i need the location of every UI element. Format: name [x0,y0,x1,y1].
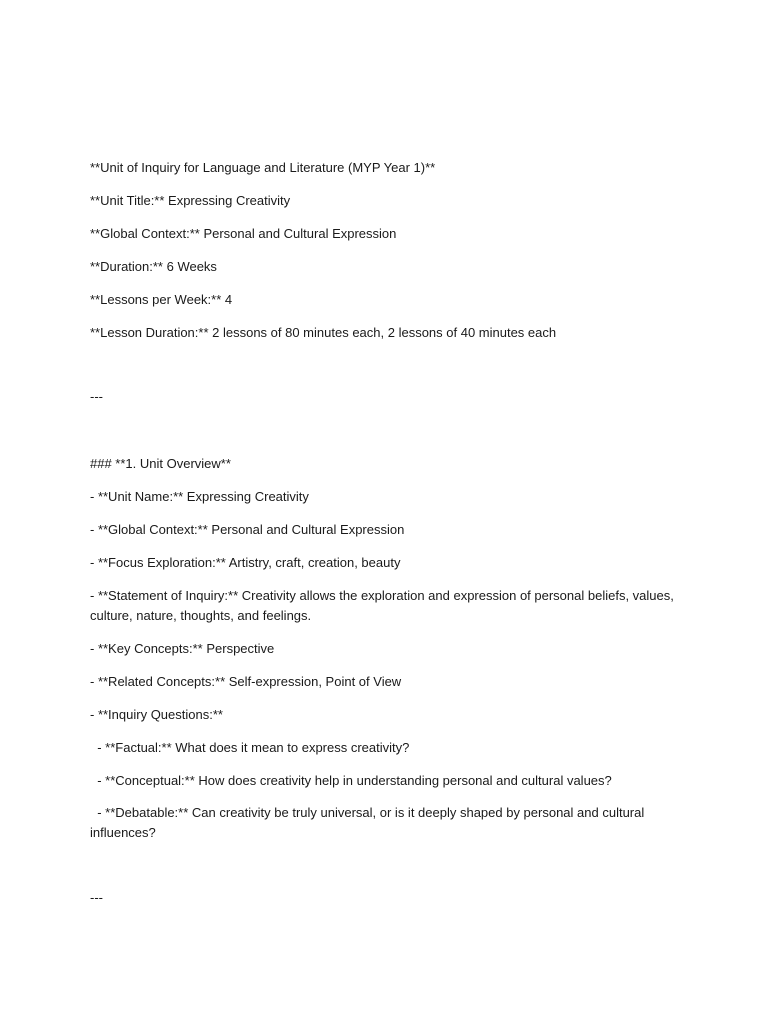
list-item-related-concepts: - **Related Concepts:** Self-expression, Point of View [90,674,402,689]
list-item-unit-name: - **Unit Name:** Expressing Creativity [90,489,309,504]
section-divider: --- [90,890,103,905]
global-context-line: **Global Context:** Personal and Cultural Expression [90,226,397,241]
list-item-key-concepts: - **Key Concepts:** Perspective [90,641,275,656]
lessons-per-week-line: **Lessons per Week:** 4 [90,292,233,307]
list-item-conceptual-question: - **Conceptual:** How does creativity help in understanding personal and cultural values? [90,773,612,788]
section-divider: --- [90,389,103,404]
list-item-debatable-question: - **Debatable:** Can creativity be truly universal, or is it deeply shaped by personal and cultural influences? [90,805,648,840]
list-item-statement-of-inquiry: - **Statement of Inquiry:** Creativity allows the exploration and expression of personal beliefs, values, culture, nature, thoughts, and feelings. [90,588,678,623]
section-heading: ### **1. Unit Overview** [90,456,231,471]
unit-title-line: **Unit Title:** Expressing Creativity [90,193,291,208]
list-item-focus-exploration: - **Focus Exploration:** Artistry, craft, creation, beauty [90,555,401,570]
list-item-global-context: - **Global Context:** Personal and Cultural Expression [90,522,405,537]
lesson-duration-line: **Lesson Duration:** 2 lessons of 80 minutes each, 2 lessons of 40 minutes each [90,325,557,340]
duration-line: **Duration:** 6 Weeks [90,259,217,274]
list-item-inquiry-questions: - **Inquiry Questions:** [90,707,223,722]
list-item-factual-question: - **Factual:** What does it mean to express creativity? [90,740,410,755]
document-title: **Unit of Inquiry for Language and Literature (MYP Year 1)** [90,160,436,175]
